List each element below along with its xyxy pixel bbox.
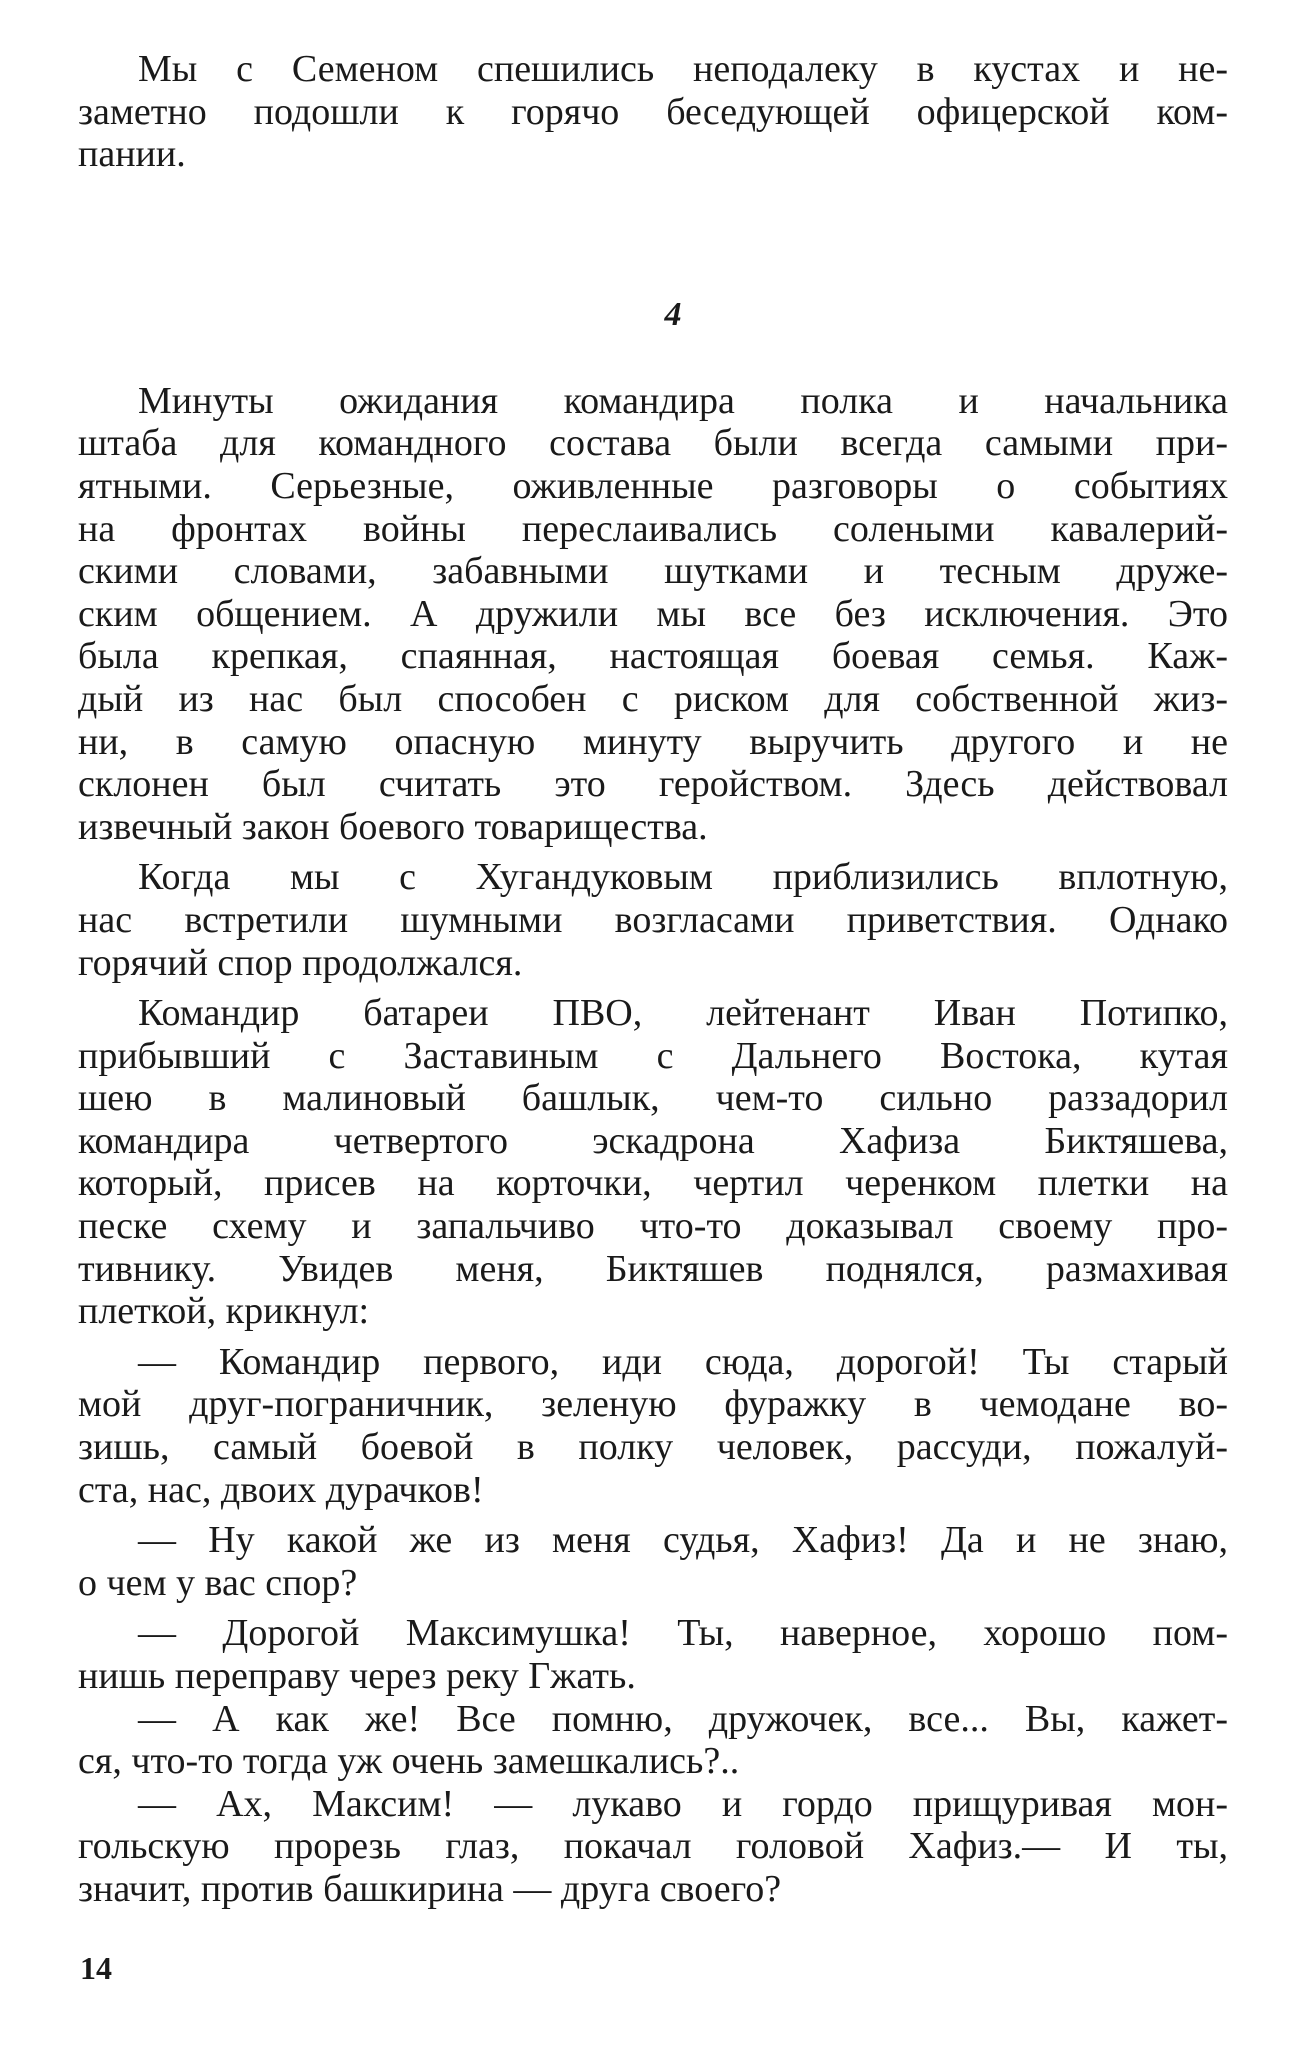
text-line: — Ну какой же из меня судья, Хафиз! Да и не знаю, bbox=[138, 1519, 1228, 1562]
text-line: нишь переправу через реку Гжать. bbox=[78, 1655, 636, 1697]
text-line: склонен был считать это геройством. Здесь действовал bbox=[78, 763, 1228, 806]
book-page bbox=[78, 48, 1228, 1911]
text-line: Командир батареи ПВО, лейтенант Иван Потипко, bbox=[138, 992, 1228, 1035]
text-line: нас встретили шумными возгласами приветствия. Однако bbox=[78, 898, 1228, 941]
dialogue-2 bbox=[78, 1519, 1228, 1604]
text-line: извечный закон боевого товарищества. bbox=[78, 805, 708, 848]
paragraph-1 bbox=[78, 380, 1228, 849]
text-line: песке схему и запальчиво что-то доказывал своему про- bbox=[78, 1205, 1228, 1248]
text-line: была крепкая, спаянная, настоящая боевая семья. Каж- bbox=[78, 635, 1228, 678]
text-line: скими словами, забавными шутками и тесным друже- bbox=[78, 550, 1228, 593]
dialogue-3 bbox=[78, 1612, 1228, 1697]
text-line: ским общением. А дружили мы все без исключения. Это bbox=[78, 592, 1228, 635]
text-line: ста, нас, двоих дурачков! bbox=[78, 1468, 484, 1511]
intro-paragraph bbox=[78, 48, 1228, 176]
text-line: — Дорогой Максимушка! Ты, наверное, хорошо пом- bbox=[138, 1612, 1228, 1655]
section-number: 4 bbox=[664, 295, 682, 333]
page-number: 14 bbox=[80, 1950, 112, 1986]
text-line: командира четвертого эскадрона Хафиза Биктяшева, bbox=[78, 1119, 1228, 1162]
text-line: Когда мы с Хугандуковым приблизились вплотную, bbox=[138, 856, 1228, 899]
text-line: заметно подошли к горячо беседующей офицерской ком- bbox=[78, 90, 1228, 133]
text-line: шею в малиновый башлык, чем-то сильно раззадорил bbox=[78, 1077, 1228, 1120]
text-line: значит, против башкирина — друга своего? bbox=[78, 1867, 782, 1910]
text-line: Мы с Семеном спешились неподалеку в кустах и не- bbox=[138, 48, 1228, 90]
text-line: на фронтах войны переслаивались солеными кавалерий- bbox=[78, 507, 1228, 550]
text-line: плеткой, крикнул: bbox=[78, 1290, 370, 1333]
dialogue-1 bbox=[78, 1341, 1228, 1511]
text-line: ятными. Серьезные, оживленные разговоры о событиях bbox=[78, 464, 1228, 507]
text-line: пании. bbox=[78, 133, 186, 176]
text-line: прибывший с Заставиным с Дальнего Востока, кутая bbox=[78, 1034, 1228, 1077]
text-line: ни, в самую опасную минуту выручить другого и не bbox=[78, 720, 1228, 763]
text-line: Минуты ожидания командира полка и начальника bbox=[138, 379, 1228, 422]
text-line: тивнику. Увидев меня, Биктяшев поднялся, размахивая bbox=[78, 1247, 1228, 1290]
text-line: зишь, самый боевой в полку человек, рассуди, пожалуй- bbox=[78, 1426, 1228, 1469]
text-line: о чем у вас спор? bbox=[78, 1561, 358, 1604]
text-line: — Командир первого, иди сюда, дорогой! Ты старый bbox=[138, 1340, 1228, 1383]
text-line: — Ах, Максим! — лукаво и гордо прищуривая мон- bbox=[138, 1782, 1228, 1825]
text-line: штаба для командного состава были всегда самыми при- bbox=[78, 422, 1228, 465]
text-line: горячий спор продолжался. bbox=[78, 941, 523, 984]
text-line: ся, что-то тогда уж очень замешкались?.. bbox=[78, 1740, 740, 1783]
text-line: — А как же! Все помню, дружочек, все... Вы, кажет- bbox=[138, 1697, 1228, 1740]
text-line: гольскую прорезь глаз, покачал головой Хафиз.— И ты, bbox=[78, 1825, 1228, 1868]
text-line: который, присев на корточки, чертил черенком плетки на bbox=[78, 1162, 1228, 1205]
text-line: мой друг-пограничник, зеленую фуражку в чемодане во- bbox=[78, 1383, 1228, 1426]
dialogue-5 bbox=[78, 1783, 1228, 1911]
paragraph-2 bbox=[78, 856, 1228, 984]
text-line: дый из нас был способен с риском для собственной жиз- bbox=[78, 677, 1228, 720]
dialogue-4 bbox=[78, 1698, 1228, 1783]
paragraph-3 bbox=[78, 992, 1228, 1333]
